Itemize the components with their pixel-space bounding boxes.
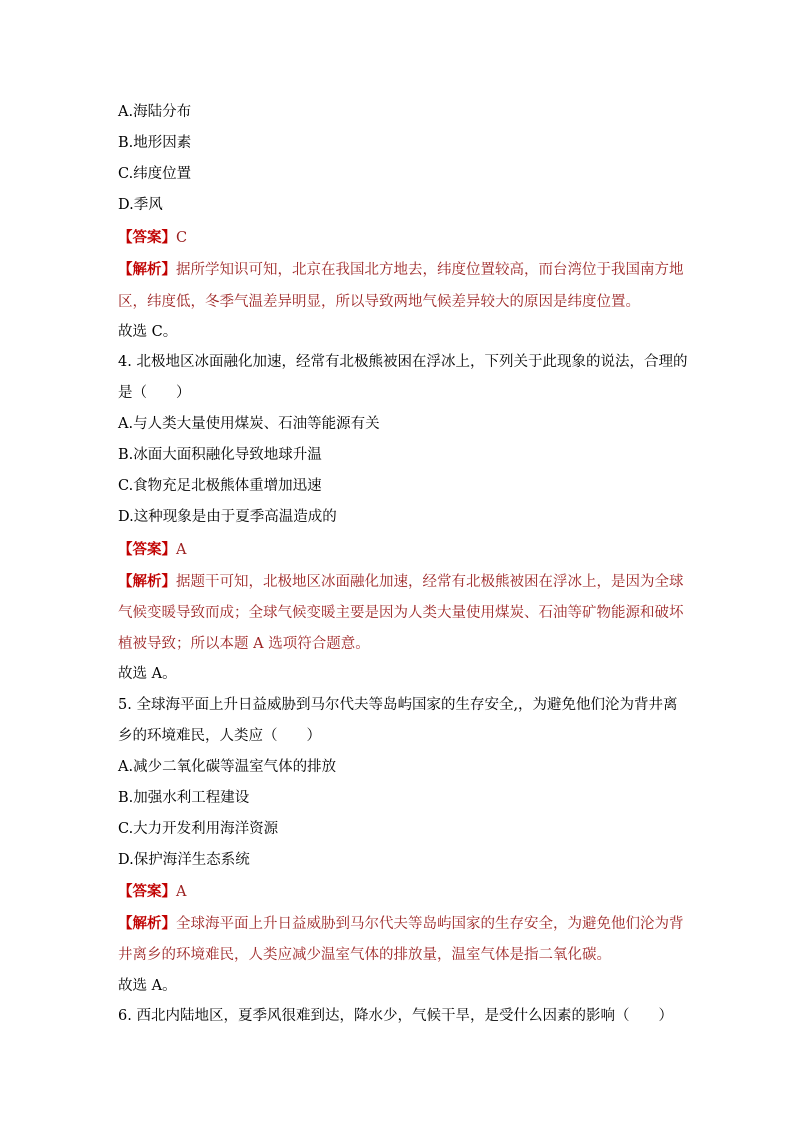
answer-tag: 【答案】 [118, 883, 176, 900]
q5-option-a: A.减少二氧化碳等温室气体的排放 [118, 759, 337, 775]
q4-conclusion: 故选 A。 [118, 666, 177, 682]
q5-stem-line-1: 5. 全球海平面上升日益威胁到马尔代夫等岛屿国家的生存安全,，为避免他们沦为背井离 [118, 697, 678, 713]
analysis-tag: 【解析】 [118, 573, 176, 590]
q5-conclusion: 故选 A。 [118, 978, 177, 994]
q3-analysis-line-2: 区，纬度低，冬季气温差异明显，所以导致两地气候差异较大的原因是纬度位置。 [118, 294, 640, 310]
q4-analysis-line-2: 气候变暖导致而成；全球气候变暖主要是因为人类大量使用煤炭、石油等矿物能源和破坏 [118, 605, 684, 621]
q4-answer [118, 540, 186, 560]
answer-value: A [176, 884, 187, 900]
q3-option-c: C.纬度位置 [118, 166, 192, 182]
answer-tag: 【答案】 [118, 229, 176, 246]
q5-analysis-line-2: 井离乡的环境难民，人类应减少温室气体的排放量，温室气体是指二氧化碳。 [118, 947, 611, 963]
analysis-text: 据题干可知，北极地区冰面融化加速，经常有北极熊被困在浮冰上，是因为全球 [176, 574, 684, 590]
q3-option-d: D.季风 [118, 197, 163, 213]
q5-option-c: C.大力开发利用海洋资源 [118, 821, 279, 837]
answer-value: A [176, 542, 187, 558]
q5-option-d: D.保护海洋生态系统 [118, 852, 250, 868]
q4-option-a: A.与人类大量使用煤炭、石油等能源有关 [118, 416, 380, 432]
q5-analysis-line-1 [118, 914, 684, 934]
analysis-tag: 【解析】 [118, 915, 176, 932]
q4-option-d: D.这种现象是由于夏季高温造成的 [118, 509, 337, 525]
q3-analysis-line-1 [118, 260, 684, 280]
q3-option-a: A.海陆分布 [118, 104, 192, 120]
answer-value: C [176, 230, 188, 246]
q3-conclusion: 故选 C。 [118, 324, 178, 340]
q5-stem-line-2: 乡的环境难民，人类应（ ） [118, 728, 321, 744]
q4-option-c: C.食物充足北极熊体重增加迅速 [118, 478, 322, 494]
q3-answer [118, 228, 187, 248]
q5-option-b: B.加强水利工程建设 [118, 790, 250, 806]
analysis-tag: 【解析】 [118, 261, 176, 278]
q6-stem-line-1: 6. 西北内陆地区，夏季风很难到达，降水少，气候干旱，是受什么因素的影响（ ） [118, 1008, 673, 1024]
q4-analysis-line-1 [118, 572, 684, 592]
q4-stem-line-2: 是（ ） [118, 385, 191, 401]
q3-option-b: B.地形因素 [118, 135, 192, 151]
analysis-text: 据所学知识可知，北京在我国北方地去，纬度位置较高，而台湾位于我国南方地 [176, 262, 684, 278]
q5-answer [118, 882, 186, 902]
q4-stem-line-1: 4. 北极地区冰面融化加速，经常有北极熊被困在浮冰上，下列关于此现象的说法，合理的 [118, 354, 688, 370]
q4-analysis-line-3: 植被导致；所以本题 A 选项符合题意。 [118, 636, 370, 652]
q4-option-b: B.冰面大面积融化导致地球升温 [118, 447, 322, 463]
analysis-text: 全球海平面上升日益威胁到马尔代夫等岛屿国家的生存安全，为避免他们沦为背 [176, 916, 684, 932]
answer-tag: 【答案】 [118, 541, 176, 558]
